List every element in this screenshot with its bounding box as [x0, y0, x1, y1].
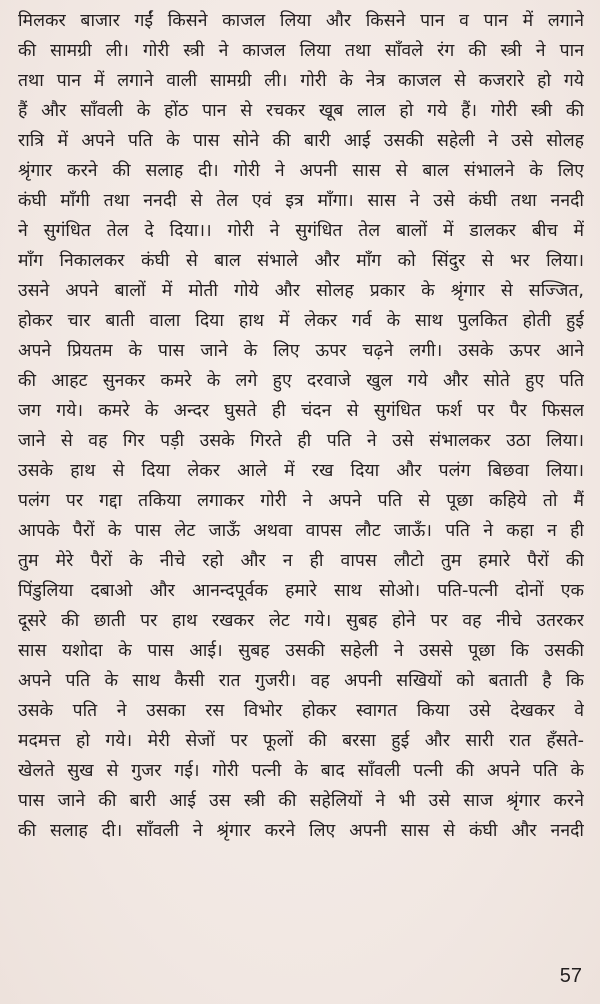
page-number: 57	[559, 965, 582, 987]
text-line: पास जाने की बारी आई उस स्त्री की सहेलियों ने भी उसे साज श्रृंगार करने	[18, 791, 584, 811]
text-line: मिलकर बाजार गईं किसने काजल लिया और किसने पान व पान में लगाने	[18, 11, 584, 31]
text-line: पिंडुलिया दबाओ और आनन्दपूर्वक हमारे साथ सोओ। पति-पत्नी दोनों एक	[18, 581, 584, 601]
text-line: कंघी माँगी तथा ननदी से तेल एवं इत्र माँगा। सास ने उसे कंघी तथा ननदी	[18, 191, 584, 211]
text-line: श्रृंगार करने की सलाह दी। गोरी ने अपनी सास से बाल संभालने के लिए	[18, 161, 584, 181]
text-line: की सामग्री ली। गोरी स्त्री ने काजल लिया तथा साँवले रंग की स्त्री ने पान	[18, 41, 584, 61]
text-line: तथा पान में लगाने वाली सामग्री ली। गोरी के नेत्र काजल से कजरारे हो गये	[18, 71, 584, 91]
text-line: तुम मेरे पैरों के नीचे रहो और न ही वापस लौटो तुम हमारे पैरों की	[18, 551, 584, 571]
text-line: दूसरे की छाती पर हाथ रखकर लेट गये। सुबह होने पर वह नीचे उतरकर	[18, 611, 584, 631]
text-line: उसके हाथ से दिया लेकर आले में रख दिया और पलंग बिछवा लिया।	[18, 461, 584, 481]
text-line: सास यशोदा के पास आई। सुबह उसकी सहेली ने उससे पूछा कि उसकी	[18, 641, 584, 661]
body-text	[18, 6, 584, 846]
text-line: होकर चार बाती वाला दिया हाथ में लेकर गर्व के साथ पुलकित होती हुई	[18, 311, 584, 331]
text-line: जग गये। कमरे के अन्दर घुसते ही चंदन से सुगंधित फर्श पर पैर फिसल	[18, 401, 584, 421]
text-line: अपने प्रियतम के पास जाने के लिए ऊपर चढ़ने लगी। उसके ऊपर आने	[18, 341, 584, 361]
text-line: मदमत्त हो गये। मेरी सेजों पर फूलों की बरसा हुई और सारी रात हँसते-	[18, 731, 584, 751]
text-line: उसके पति ने उसका रस विभोर होकर स्वागत किया उसे देखकर वे	[18, 701, 584, 721]
text-line: खेलते सुख से गुजर गई। गोरी पत्नी के बाद साँवली पत्नी की अपने पति के	[18, 761, 584, 781]
text-line: आपके पैरों के पास लेट जाऊँ अथवा वापस लौट जाऊँ। पति ने कहा न ही	[18, 521, 584, 541]
text-line: अपने पति के साथ कैसी रात गुजरी। वह अपनी सखियों को बताती है कि	[18, 671, 584, 691]
text-line: माँग निकालकर कंघी से बाल संभाले और माँग को सिंदुर से भर लिया।	[18, 251, 584, 271]
text-line: जाने से वह गिर पड़ी उसके गिरते ही पति ने उसे संभालकर उठा लिया।	[18, 431, 584, 451]
text-line: हैं और साँवली के होंठ पान से रचकर खूब लाल हो गये हैं। गोरी स्त्री की	[18, 101, 584, 121]
text-line: की सलाह दी। साँवली ने श्रृंगार करने लिए अपनी सास से कंघी और ननदी	[18, 821, 584, 841]
text-line: की आहट सुनकर कमरे के लगे हुए दरवाजे खुल गये और सोते हुए पति	[18, 371, 584, 391]
text-line: ने सुगंधित तेल दे दिया।। गोरी ने सुगंधित तेल बालों में डालकर बीच में	[18, 221, 584, 241]
text-line: पलंग पर गद्दा तकिया लगाकर गोरी ने अपने पति से पूछा कहिये तो मैं	[18, 491, 584, 511]
text-line: रात्रि में अपने पति के पास सोने की बारी आई उसकी सहेली ने उसे सोलह	[18, 131, 584, 151]
text-line: उसने अपने बालों में मोती गोये और सोलह प्रकार के श्रृंगार से सज्जित,	[18, 281, 584, 301]
